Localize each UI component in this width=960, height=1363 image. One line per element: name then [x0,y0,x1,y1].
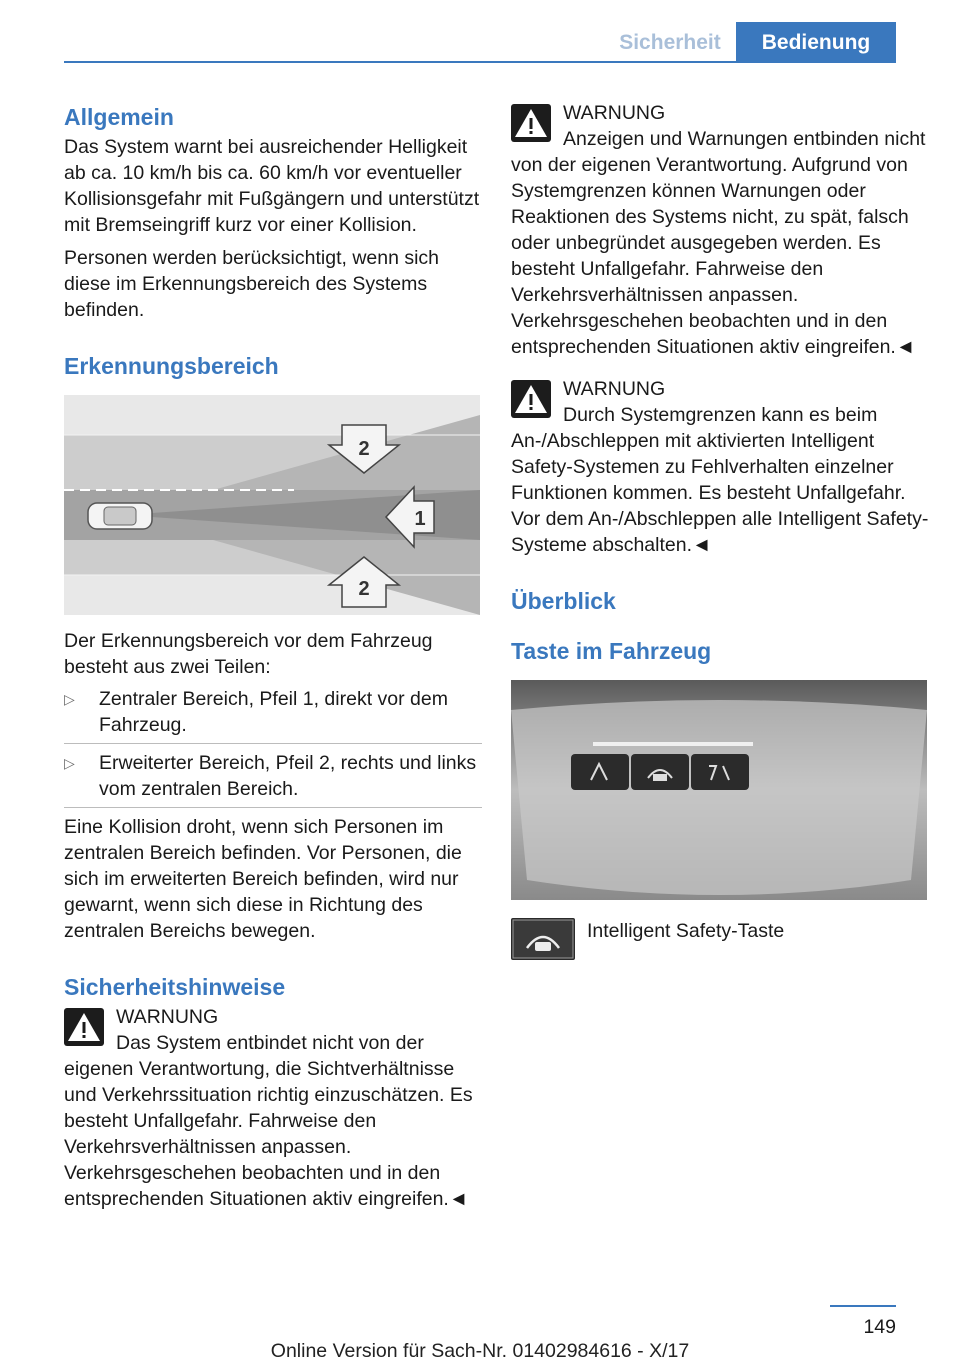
warning-title: WARNUNG [116,1006,219,1028]
warning-text: Durch Systemgrenzen kann es beim An-/Abschleppen mit aktivierten Intelligent Safety-Systemen zu Fehlverhalten einzelner Funktionen kommen. Es besteht Unfallgefahr. Vor dem An-/Abschleppen alle Intelligent Safety-Systeme abschalten.◄ [511,404,929,556]
button-panel-photo [511,680,927,900]
list-item: ▷ Zentraler Bereich, Pfeil 1, direkt vor dem Fahrzeug. [64,686,482,744]
heading-taste-im-fahrzeug: Taste im Fahrzeug [511,638,712,664]
area-list [64,686,482,808]
warning-block-1 [64,1004,482,1212]
warning-block-2 [511,100,929,360]
header-divider [64,61,896,63]
heading-ueberblick: Überblick [511,588,616,614]
triangle-bullet-icon: ▷ [64,755,75,771]
left-column [64,100,482,1212]
paragraph-allgemein-2: Personen werden berücksichtigt, wenn sich diese im Erkennungsbereich des Systems befinden. [64,247,440,321]
key-legend-label: Intelligent Safety-Taste [587,920,785,942]
warning-triangle-icon [64,1008,104,1046]
tab-bedienung[interactable]: Bedienung [736,22,896,62]
heading-sicherheitshinweise: Sicherheitshinweise [64,974,286,1000]
switch-row [571,754,749,790]
arrow-label-2-bottom: 2 [358,578,370,600]
heading-allgemein: Allgemein [64,104,174,130]
warning-text: Anzeigen und Warnungen entbinden nicht von der eigenen Verantwortung. Aufgrund von Systemgrenzen können Warnungen oder Reaktionen des Systems nicht, zu spät, falsch oder unbegründet ausgegeben werden. Es besteht Unfallgefahr. Fahrweise den Verkehrsverhältnissen anpassen. Verkehrsgeschehen beobachten und in den entsprechenden Situationen aktiv eingreifen.◄ [511,128,926,358]
page-number: 149 [863,1316,896,1338]
paragraph-kollision: Eine Kollision droht, wenn sich Personen im zentralen Bereich befinden. Vor Personen, die sich im erweiterten Bereich befinden, wird nur gewarnt, wenn sich diese in Richtung des zentralen Bereichs bewegen. [64,816,462,942]
paragraph-allgemein-1: Das System warnt bei ausreichender Helligkeit ab ca. 10 km/h bis ca. 60 km/h vor eventueller Kollisionsgefahr mit Fußgängern und unterstützt mit Bremseingriff kurz vor einer Kollision. [64,136,480,236]
warning-block-3 [511,376,929,558]
car-icon [88,503,152,529]
detection-area-diagram [64,395,480,615]
list-item: ▷ Erweiterter Bereich, Pfeil 2, rechts und links vom zentralen Bereich. [64,750,482,808]
page-header [0,22,960,62]
warning-title: WARNUNG [563,378,666,400]
key-legend-row [511,918,929,962]
detection-area-figure [64,395,480,615]
arrow-label-2-top: 2 [358,438,370,460]
warning-triangle-icon [511,104,551,142]
footer-divider [830,1305,896,1307]
intelligent-safety-button-icon [511,918,575,960]
tab-sicherheit[interactable]: Sicherheit [619,31,721,54]
paragraph-erkennung: Der Erkennungsbereich vor dem Fahrzeug besteht aus zwei Teilen: [64,630,433,678]
button-panel-image [511,680,927,900]
heading-erkennungsbereich: Erkennungsbereich [64,353,279,379]
warning-triangle-icon [511,380,551,418]
warning-title: WARNUNG [563,102,666,124]
triangle-bullet-icon: ▷ [64,691,75,707]
online-version-note: Online Version für Sach-Nr. 01402984616 - X/17 [270,1340,690,1362]
warning-text: Das System entbindet nicht von der eigenen Verantwortung, die Sichtverhältnisse und Verkehrssituation richtig einzuschätzen. Es besteht Unfallgefahr. Fahrweise den Verkehrsverhältnissen anpassen. Verkehrsgeschehen beobachten und in den entsprechenden Situationen aktiv eingreifen.◄ [64,1032,473,1210]
arrow-label-1: 1 [414,508,426,530]
right-column [511,100,929,962]
